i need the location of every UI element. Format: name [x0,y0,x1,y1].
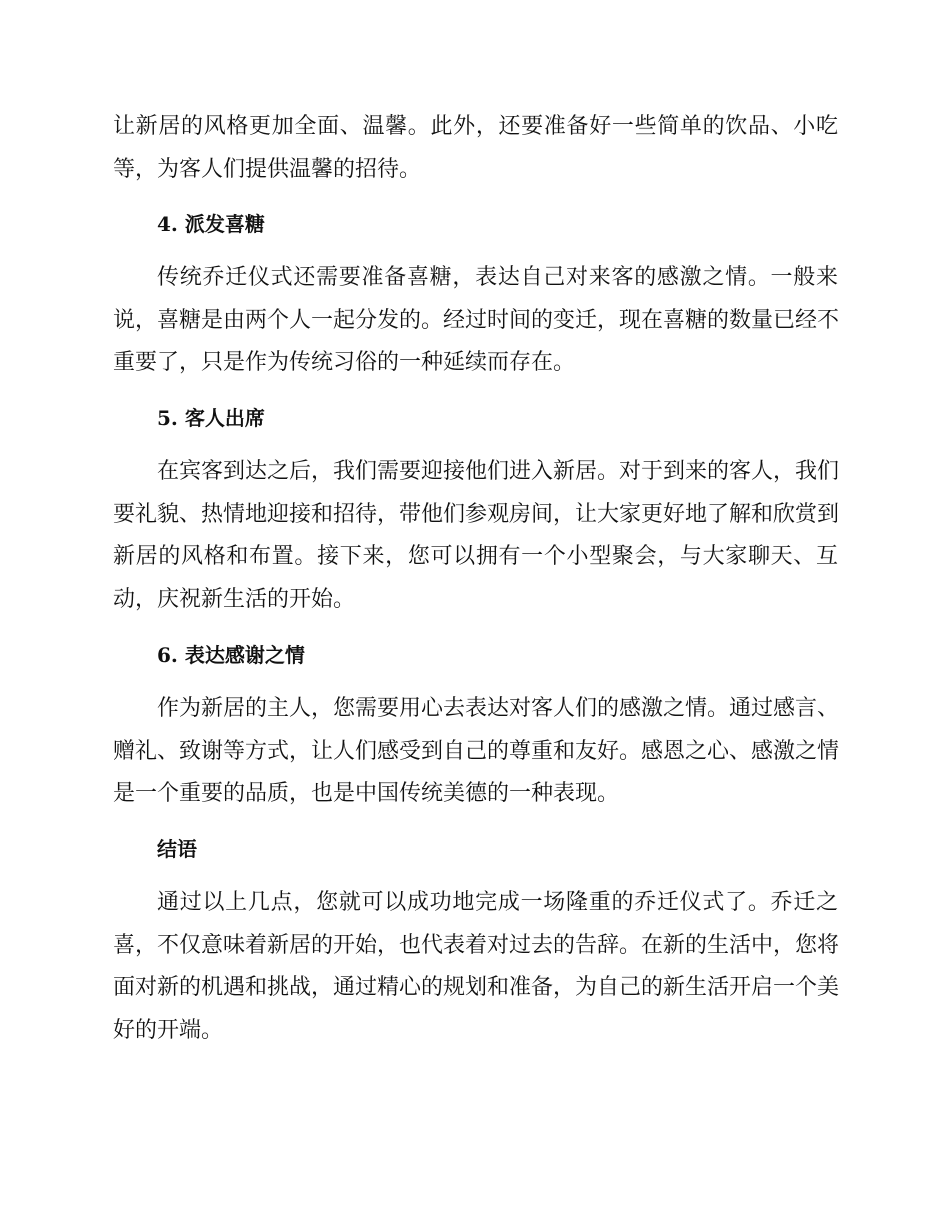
guests-line-2: 要礼貌、热情地迎接和招待，带他们参观房间，让大家更好地了解和欣赏到 [113,502,840,527]
section-heading-sweets: 4. 派发喜糖 [157,212,265,236]
conclusion-line-4: 好的开端。 [113,1018,224,1043]
intro-line-1: 让新居的风格更加全面、温馨。此外，还要准备好一些简单的饮品、小吃 [113,114,838,139]
section-heading-guests: 5. 客人出席 [157,406,265,430]
conclusion-line-2: 喜，不仅意味着新居的开始，也代表着对过去的告辞。在新的生活中，您将 [113,933,840,958]
guests-line-4: 动，庆祝新生活的开始。 [113,587,356,612]
conclusion-line-3: 面对新的机遇和挑战，通过精心的规划和准备，为自己的新生活开启一个美 [113,975,840,1000]
thanks-line-1: 作为新居的主人，您需要用心去表达对客人们的感激之情。通过感言、 [157,696,840,721]
sweets-line-1: 传统乔迁仪式还需要准备喜糖，表达自己对来客的感激之情。一般来 [157,265,838,290]
section-heading-thanks: 6. 表达感谢之情 [157,643,305,667]
sweets-line-3: 重要了，只是作为传统习俗的一种延续而存在。 [113,350,576,375]
thanks-line-3: 是一个重要的品质，也是中国传统美德的一种表现。 [113,781,620,806]
section-heading-conclusion: 结语 [157,837,197,861]
sweets-line-2: 说，喜糖是由两个人一起分发的。经过时间的变迁，现在喜糖的数量已经不 [113,308,840,333]
guests-line-1: 在宾客到达之后，我们需要迎接他们进入新居。对于到来的客人，我们 [157,459,840,484]
conclusion-line-1: 通过以上几点，您就可以成功地完成一场隆重的乔迁仪式了。乔迁之 [157,890,838,915]
thanks-line-2: 赠礼、致谢等方式，让人们感受到自己的尊重和友好。感恩之心、感激之情 [113,739,840,764]
intro-line-2: 等，为客人们提供温馨的招待。 [113,157,422,182]
guests-line-3: 新居的风格和布置。接下来，您可以拥有一个小型聚会，与大家聊天、互 [113,544,838,569]
